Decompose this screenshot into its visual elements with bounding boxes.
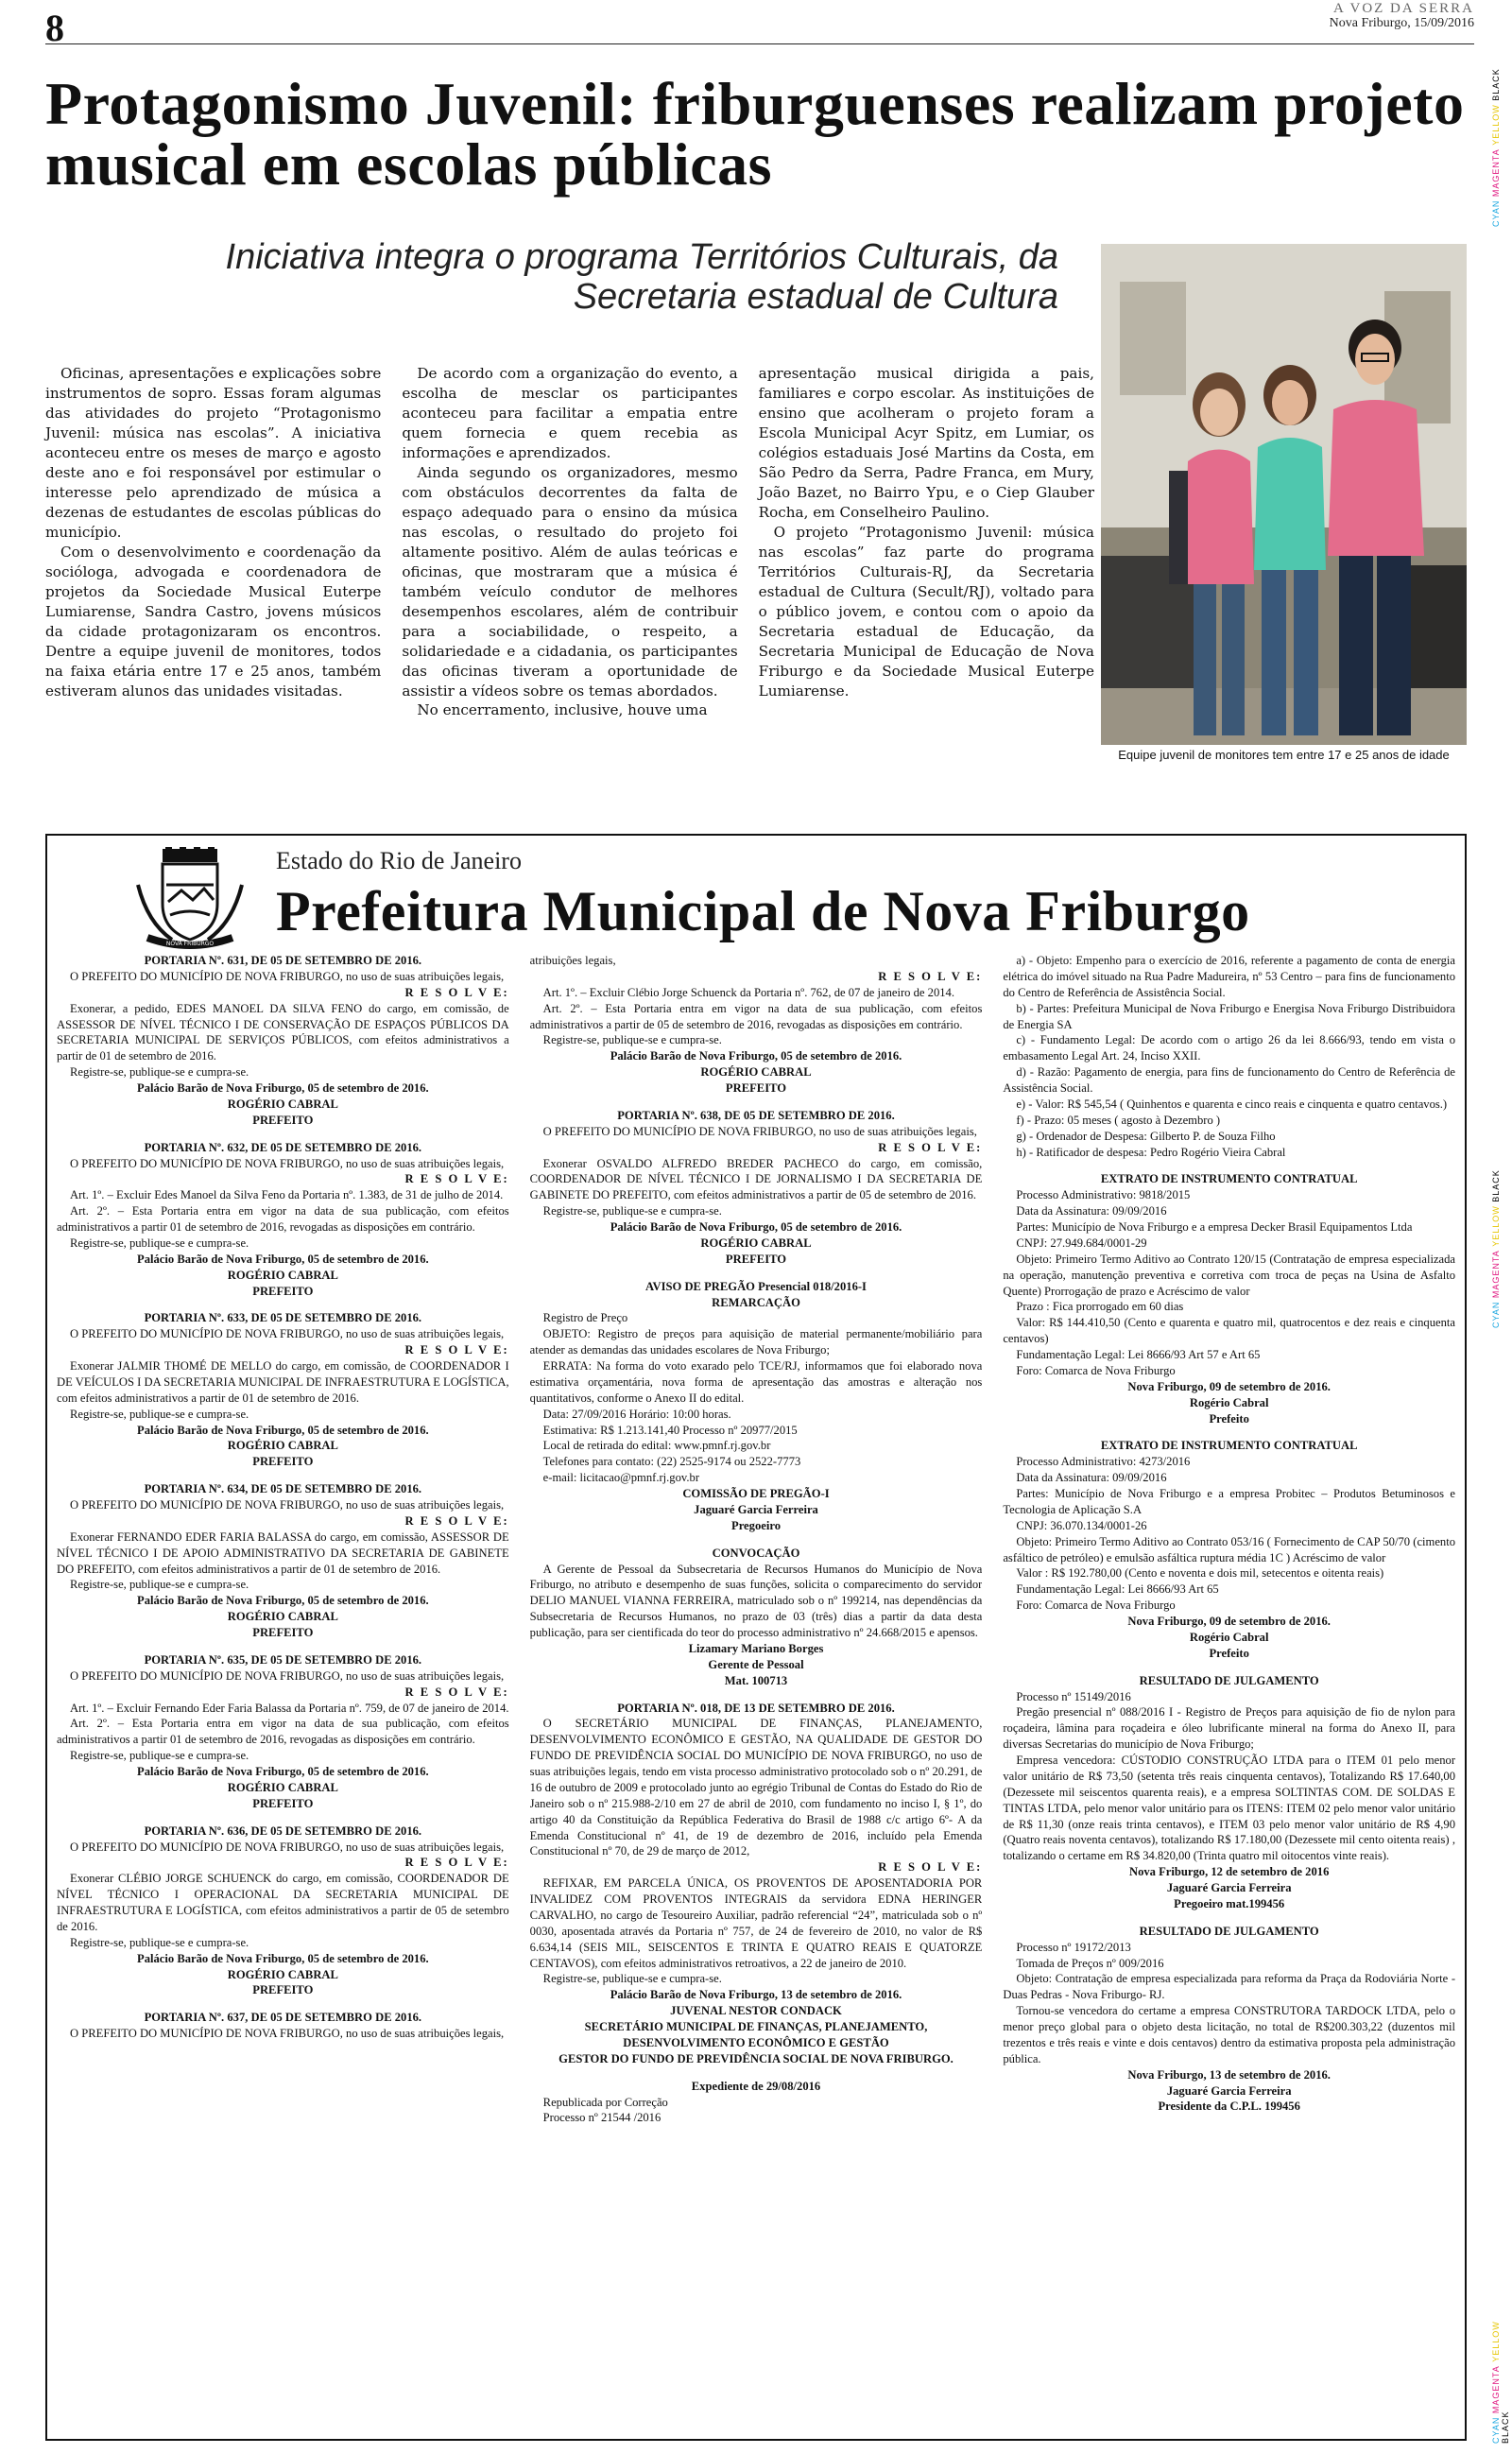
legal-notice bbox=[57, 1652, 509, 1812]
notice-text: Tornou-se vencedora do certame a empresa CONSTRUTORA TARDOCK LTDA, pelo o menor preço global para o objeto desta licitação, no total de R$200.303,22 (duzentos mil trezentos e três reais e vinte e dois centavos) dentro da estimativa proposta pela administração pública. bbox=[1003, 2004, 1456, 2065]
notice-text: Foro: Comarca de Nova Friburgo bbox=[1016, 1599, 1176, 1613]
legal-notice bbox=[1003, 953, 1455, 1160]
masthead bbox=[1330, 2, 1474, 30]
edition-date: Nova Friburgo, 15/09/2016 bbox=[1329, 15, 1474, 30]
notice-title: PORTARIA Nº. 637, DE 05 DE SETEMBRO DE 2016. bbox=[144, 2011, 422, 2025]
notice-text: O PREFEITO DO MUNICÍPIO DE NOVA FRIBURGO, no uso de suas atribuições legais, bbox=[542, 1124, 977, 1138]
legal-notice bbox=[530, 2079, 983, 2127]
notice-text: Processo nº 19172/2013 bbox=[1016, 1940, 1131, 1954]
notice-signature: Jaguaré Garcia Ferreira bbox=[1166, 2083, 1292, 2098]
notice-signature: Nova Friburgo, 13 de setembro de 2016. bbox=[1127, 2067, 1331, 2082]
notice-text: e-mail: licitacao@pmnf.rj.gov.br bbox=[542, 1471, 700, 1485]
legal-column bbox=[57, 953, 509, 2432]
notice-text: Partes: Município de Nova Friburgo e a empresa Decker Brasil Equipamentos Ltda bbox=[1016, 1220, 1413, 1234]
notice-signature: Presidente da C.P.L. 199456 bbox=[1158, 2100, 1300, 2114]
notice-text: ERRATA: Na forma do voto exarado pelo TCE/RJ, informamos que foi elaborado nova estimativa orçamentária, nova forma de apresentação das amostras e alteração nos quantitativos, conforme o Anexo II do edital. bbox=[529, 1359, 983, 1405]
notice-text: REFIXAR, EM PARCELA ÚNICA, OS PROVENTOS DE APOSENTADORIA POR INVALIDEZ COM PROVENTOS INTEGRAIS da servidora EDNA HERINGER CARVALHO, no cargo de Tesoureiro Auxiliar, padrão referencial “24”, matriculada sob o nº 0030, aposentada através da Portaria nº 757, de 24 de fevereiro de 2010, no valor de R$ 6.634,14 (SEIS MIL, SEISCENTOS E TRINTA E QUATRO REAIS E QUATORZE CENTAVOS), com efeitos administrativos retroativos, a 22 de janeiro de 2010. bbox=[529, 1876, 983, 1970]
legal-column bbox=[530, 953, 983, 2432]
notice-text: Processo Administrativo: 9818/2015 bbox=[1016, 1188, 1191, 1202]
notice-text: Exonerar OSVALDO ALFREDO BREDER PACHECO do cargo, em comissão, COORDENADOR DE NÍVEL TÉCNICO I DE JORNALISMO I DA SECRETARIA DE GABINETE DO PREFEITO, com efeitos administrativos a partir de 05 de setembro de 2016. bbox=[529, 1156, 983, 1202]
legal-notice bbox=[57, 2010, 509, 2042]
notice-text: b) - Partes: Prefeitura Municipal de Nova Friburgo e Energisa Nova Friburgo Distribuidora de Energia SA bbox=[1003, 1001, 1456, 1031]
notice-signature: PREFEITO bbox=[725, 1081, 787, 1095]
notice-text: O PREFEITO DO MUNICÍPIO DE NOVA FRIBURGO, no uso de suas atribuições legais, bbox=[70, 1668, 505, 1683]
notice-text: Registre-se, publique-se e cumpra-se. bbox=[70, 1236, 249, 1250]
notice-signature: Palácio Barão de Nova Friburgo, 05 de setembro de 2016. bbox=[610, 1220, 902, 1234]
legal-notice bbox=[57, 953, 509, 1129]
notice-signature: Prefeito bbox=[1209, 1411, 1249, 1426]
notice-text: Exonerar CLÉBIO JORGE SCHUENCK do cargo, em comissão, COORDENADOR DE NÍVEL TÉCNICO I OPERACIONAL DA SECRETARIA MUNICIPAL DE INFRAESTRUTURA E LOGÍSTICA, com efeitos administrativos a partir de 05 de setembro de 2016. bbox=[57, 1872, 509, 1933]
notice-text: Exonerar JALMIR THOMÉ DE MELLO do cargo, em comissão, de COORDENADOR I DE VEÍCULOS I DA SECRETARIA MUNICIPAL DE INFRAESTRUTURA E LOGÍSTICA, com efeitos administrativos a partir de 01 de setembro de 2016. bbox=[57, 1359, 509, 1405]
notice-signature: Nova Friburgo, 12 de setembro de 2016 bbox=[1128, 1865, 1330, 1879]
notice-title: REMARCAÇÃO bbox=[712, 1295, 800, 1309]
notice-text: Data da Assinatura: 09/09/2016 bbox=[1016, 1204, 1167, 1218]
notice-text: Registre-se, publique-se e cumpra-se. bbox=[70, 1578, 249, 1592]
notice-text: Art. 1º. – Excluir Clébio Jorge Schuenck da Portaria nº. 762, de 07 de janeiro de 2014. bbox=[542, 985, 954, 999]
notice-text: Art. 1º. – Excluir Edes Manoel da Silva Feno da Portaria nº. 1.383, de 31 de julho de 2014. bbox=[70, 1188, 504, 1202]
notice-signature: Palácio Barão de Nova Friburgo, 13 de setembro de 2016. bbox=[610, 1988, 902, 2002]
notice-signature: Palácio Barão de Nova Friburgo, 05 de setembro de 2016. bbox=[137, 1765, 429, 1778]
notice-text: Valor: R$ 144.410,50 (Cento e quarenta e quatro mil, quatrocentos e dez reais e cinquenta centavos) bbox=[1003, 1316, 1456, 1346]
notice-text: Objeto: Contratação de empresa especializada para reforma da Praça da Rodoviária Norte - Duas Pedras - Nova Friburgo- RJ. bbox=[1003, 1972, 1456, 2002]
notice-resolve: R E S O L V E: bbox=[878, 1140, 983, 1154]
notice-text: Processo nº 21544 /2016 bbox=[542, 2111, 662, 2125]
notice-text: Pregão presencial nº 088/2016 I - Registro de Preços para aquisição de fio de nylon para roçadeira, lâmina para roçadeira e óleo lubrificante mineral na forma do Anexo II, para diversas Secretarias do município de Nova Friburgo; bbox=[1003, 1705, 1456, 1752]
notice-text: Telefones para contato: (22) 2525-9174 ou 2522-7773 bbox=[542, 1455, 801, 1469]
notice-signature: Rogério Cabral bbox=[1189, 1395, 1269, 1409]
notice-signature: ROGÉRIO CABRAL bbox=[700, 1065, 812, 1080]
notice-resolve: R E S O L V E: bbox=[404, 1172, 509, 1186]
notice-title: RESULTADO DE JULGAMENTO bbox=[1139, 1924, 1319, 1938]
legal-notice bbox=[1003, 1924, 1455, 2116]
notice-text: f) - Prazo: 05 meses ( agosto à Dezembro ) bbox=[1016, 1113, 1221, 1127]
state-name: Estado do Rio de Janeiro bbox=[276, 847, 522, 874]
notice-text: Processo nº 15149/2016 bbox=[1016, 1689, 1131, 1703]
article-paragraph: Ainda segundo os organizadores, mesmo com obstáculos decorrentes da falta de espaço adequado para o ensino da música nas escolas, o resultado do projeto foi altamente positivo. Além de aulas teóricas e oficinas, que mostraram que a música é também veículo condutor de melhores desempenhos escolares, além de contribuir para a sociabilidade, o respeito, a solidariedade e a cidadania, os participantes das oficinas tiveram a oportunidade de assistir a vídeos sobre os temas abordados. bbox=[402, 463, 738, 700]
notice-text: d) - Razão: Pagamento de energia, para fins de funcionamento do Centro de Referência de Assistência Social. bbox=[1003, 1065, 1456, 1095]
page-number: 8 bbox=[45, 7, 64, 49]
notice-signature: Palácio Barão de Nova Friburgo, 05 de setembro de 2016. bbox=[137, 1951, 429, 1965]
notice-text: Registre-se, publique-se e cumpra-se. bbox=[70, 1749, 249, 1763]
notice-title: PORTARIA Nº. 632, DE 05 DE SETEMBRO DE 2016. bbox=[144, 1140, 422, 1154]
notice-text: Prazo : Fica prorrogado em 60 dias bbox=[1016, 1300, 1184, 1314]
notice-signature: SECRETÁRIO MUNICIPAL DE FINANÇAS, PLANEJAMENTO, DESENVOLVIMENTO ECONÔMICO E GESTÃO bbox=[584, 2020, 928, 2049]
notice-resolve: R E S O L V E: bbox=[404, 1513, 509, 1528]
notice-text: Registre-se, publique-se e cumpra-se. bbox=[70, 1407, 249, 1421]
article-paragraph: No encerramento, inclusive, houve uma bbox=[417, 701, 708, 719]
notice-signature: Palácio Barão de Nova Friburgo, 05 de setembro de 2016. bbox=[610, 1049, 902, 1063]
notice-text: Registre-se, publique-se e cumpra-se. bbox=[70, 1065, 249, 1080]
notice-resolve: R E S O L V E: bbox=[404, 985, 509, 999]
notice-text: c) - Fundamento Legal: De acordo com o artigo 26 da lei 8.666/93, tendo em vista o embasamento Legal Art. 24, Inciso XXII. bbox=[1003, 1033, 1456, 1063]
notice-signature: Nova Friburgo, 09 de setembro de 2016. bbox=[1127, 1379, 1331, 1393]
article-paragraph: apresentação musical dirigida a pais, familiares e corpo escolar. As instituições de ensino que acolheram o projeto foram a Escola Municipal Acyr Spitz, em Lumiar, os colégios estaduais José Martins da Costa, em São Pedro da Serra, Padre Franca, em Mury, João Bazet, no Bairro Ypu, e o Ciep Glauber Rocha, em Conselheiro Paulino. bbox=[758, 365, 1094, 521]
color-registration-bar: CYAN MAGENTA YELLOW BLACK bbox=[1491, 68, 1501, 227]
notice-signature: Rogério Cabral bbox=[1189, 1630, 1269, 1644]
notice-text: Art. 2º. – Esta Portaria entra em vigor na data de sua publicação, com efeitos administrativos a partir de 05 de setembro de 2016, revogadas as disposições em contrário. bbox=[529, 1001, 983, 1031]
notice-title: PORTARIA Nº. 638, DE 05 DE SETEMBRO DE 2016. bbox=[617, 1108, 895, 1122]
notice-text: Empresa vencedora: CÚSTODIO CONSTRUÇÃO LTDA para o ITEM 01 pelo menor valor unitário de R$ 73,50 (setenta três reais cinquenta centavos), Totalizando R$ 17.640,00 (Dezessete mil seiscentos quarenta reais), e a empresa SOLTINTAS COM. DE SOLDAS E TINTAS LTDA, pelo menor valor unitário para os ITENS: ITEM 02 pelo menor valor unitário de R$ 11,30 (onze reais trinta centavos), e ITEM 03 pelo menor valor unitário de R$ 4,90 (Quatro reais noventa centavos), totalizando R$ 17.180,00 (Dezessete mil cento oitenta reais) , totalizando o certame em R$ 34.820,00 (Trinta quatro mil oitocentos vinte reais). bbox=[1003, 1754, 1456, 1863]
notice-title: CONVOCAÇÃO bbox=[712, 1546, 800, 1560]
notice-text: Objeto: Primeiro Termo Aditivo ao Contrato 120/15 (Contratação de empresa especializada na operação, manutenção preventiva e corretiva com troca de peças na Usina de Asfalto Quente) Prorrogação de prazo e Acréscimo de valor bbox=[1003, 1252, 1456, 1298]
notice-resolve: R E S O L V E: bbox=[404, 1685, 509, 1699]
legal-notice bbox=[1003, 1171, 1455, 1426]
legal-notice bbox=[530, 953, 983, 1097]
legal-notice bbox=[530, 1279, 983, 1534]
notice-signature: PREFEITO bbox=[252, 1284, 314, 1298]
notice-resolve: R E S O L V E: bbox=[878, 1860, 983, 1875]
notice-signature: PREFEITO bbox=[252, 1796, 314, 1810]
notice-signature: PREFEITO bbox=[252, 1113, 314, 1127]
notice-title: RESULTADO DE JULGAMENTO bbox=[1139, 1673, 1319, 1687]
notice-title: EXTRATO DE INSTRUMENTO CONTRATUAL bbox=[1100, 1439, 1358, 1453]
notice-text: Valor : R$ 192.780,00 (Cento e noventa e dois mil, setecentos e oitenta reais) bbox=[1016, 1566, 1384, 1581]
notice-text: Local de retirada do edital: www.pmnf.rj.gov.br bbox=[542, 1439, 771, 1453]
notice-text: Tomada de Preços nº 009/2016 bbox=[1016, 1956, 1164, 1970]
color-registration-bar: CYAN MAGENTA YELLOW BLACK bbox=[1491, 2321, 1510, 2444]
prefeitura-title: Prefeitura Municipal de Nova Friburgo bbox=[276, 880, 1250, 942]
notice-signature: Palácio Barão de Nova Friburgo, 05 de setembro de 2016. bbox=[137, 1594, 429, 1608]
notice-text: A Gerente de Pessoal da Subsecretaria de Recursos Humanos do Município de Nova Friburgo, no atributo e desempenho de suas funções, solicita o comparecimento do servidor DELIO MANUEL VIANNA FERREIRA, matriculado sob o nº 199214, nas dependências da Subsecretaria de Recursos Humanos, no prazo de 03 (três) dias a partir da data desta publicação, para ser cientificada do teor do processo administrativo nº 24.668/2015 e apensos. bbox=[529, 1562, 983, 1639]
notice-signature: ROGÉRIO CABRAL bbox=[227, 1610, 338, 1624]
notice-text: Registre-se, publique-se e cumpra-se. bbox=[542, 1033, 722, 1047]
notice-text: h) - Ratificador de despesa: Pedro Rogério Vieira Cabral bbox=[1016, 1145, 1286, 1159]
notice-title: PORTARIA Nº. 631, DE 05 DE SETEMBRO DE 2016. bbox=[144, 954, 422, 967]
notice-signature: PREFEITO bbox=[252, 1983, 314, 1997]
notice-text: Registre-se, publique-se e cumpra-se. bbox=[70, 1935, 249, 1949]
notice-text: OBJETO: Registro de preços para aquisição de material permanente/mobiliário para atender as demandas das unidades escolares de Nova Friburgo; bbox=[529, 1327, 983, 1357]
legal-column bbox=[1003, 953, 1455, 2432]
legal-notice bbox=[57, 1310, 509, 1470]
header-rule bbox=[45, 43, 1474, 44]
notice-signature: Pregoeiro bbox=[731, 1518, 781, 1532]
notice-text: CNPJ: 36.070.134/0001-26 bbox=[1016, 1518, 1147, 1532]
notice-text: atribuições legais, bbox=[529, 954, 616, 967]
notice-text: g) - Ordenador de Despesa: Gilberto P. de Souza Filho bbox=[1016, 1129, 1276, 1143]
notice-text: O PREFEITO DO MUNICÍPIO DE NOVA FRIBURGO, no uso de suas atribuições legais, bbox=[70, 1327, 505, 1341]
notice-resolve: R E S O L V E: bbox=[878, 969, 983, 983]
article-column bbox=[45, 364, 381, 720]
notice-text: Data da Assinatura: 09/09/2016 bbox=[1016, 1471, 1167, 1485]
notice-signature: JUVENAL NESTOR CONDACK bbox=[670, 2004, 842, 2018]
notice-title: PORTARIA Nº. 636, DE 05 DE SETEMBRO DE 2016. bbox=[144, 1823, 422, 1838]
notice-signature: ROGÉRIO CABRAL bbox=[227, 1780, 338, 1794]
notice-signature: COMISSÃO DE PREGÃO-I bbox=[682, 1487, 830, 1500]
coat-of-arms-icon bbox=[134, 847, 246, 951]
notice-signature: ROGÉRIO CABRAL bbox=[700, 1236, 812, 1250]
notice-title: PORTARIA Nº. 633, DE 05 DE SETEMBRO DE 2016. bbox=[144, 1311, 422, 1325]
notice-title: PORTARIA Nº. 018, DE 13 DE SETEMBRO DE 2016. bbox=[617, 1701, 895, 1715]
notice-text: Partes: Município de Nova Friburgo e a empresa Probitec – Produtos Betuminosos e Tecnologia de Aplicação S.A bbox=[1003, 1487, 1456, 1516]
notice-signature: PREFEITO bbox=[252, 1455, 314, 1469]
notice-text: e) - Valor: R$ 545,54 ( Quinhentos e quarenta e cinco reais e cinquenta e quatro centavos.) bbox=[1016, 1097, 1448, 1111]
notice-text: Foro: Comarca de Nova Friburgo bbox=[1016, 1363, 1176, 1377]
legal-notice bbox=[57, 1481, 509, 1641]
notice-text: O PREFEITO DO MUNICÍPIO DE NOVA FRIBURGO, no uso de suas atribuições legais, bbox=[70, 1156, 505, 1170]
legal-notice bbox=[530, 1108, 983, 1268]
svg-text:NOVA FRIBURGO: NOVA FRIBURGO bbox=[165, 941, 215, 947]
notice-text: Fundamentação Legal: Lei 8666/93 Art 57 e Art 65 bbox=[1016, 1348, 1261, 1361]
notice-signature: Lizamary Mariano Borges bbox=[688, 1641, 824, 1655]
notice-signature: Mat. 100713 bbox=[724, 1673, 788, 1687]
notice-text: Republicada por Correção bbox=[542, 2095, 668, 2109]
legal-notice bbox=[1003, 1438, 1455, 1661]
notice-text: O PREFEITO DO MUNICÍPIO DE NOVA FRIBURGO, no uso de suas atribuições legais, bbox=[70, 2027, 505, 2041]
notice-signature: ROGÉRIO CABRAL bbox=[227, 1967, 338, 1981]
notice-text: a) - Objeto: Empenho para o exercício de 2016, referente a pagamento de conta de energia elétrica do imóvel situado na Rua Padre Madureira, nº 53 Centro – para fins de funcionamento do Centro de Referência de Assistência Social. bbox=[1003, 954, 1456, 999]
legal-notice bbox=[1003, 1673, 1455, 1912]
article-paragraph: Oficinas, apresentações e explicações sobre instrumentos de sopro. Essas foram algumas das atividades do projeto “Protagonismo Juvenil: música nas escolas”. A iniciativa aconteceu entre os meses de março e agosto deste ano e foi responsável por estimular o interesse pelo aprendizado de música a dezenas de estudantes de escolas públicas do município. bbox=[45, 365, 382, 541]
article-column bbox=[402, 364, 737, 720]
article-subhead: Iniciativa integra o programa Territórios Culturais, da Secretaria estadual de Cultura bbox=[225, 237, 1058, 317]
notice-signature: PREFEITO bbox=[725, 1252, 787, 1266]
notice-signature: Palácio Barão de Nova Friburgo, 05 de setembro de 2016. bbox=[137, 1081, 429, 1095]
newspaper-name: A VOZ DA SERRA bbox=[1333, 1, 1474, 16]
notice-signature: PREFEITO bbox=[252, 1626, 314, 1639]
notice-signature: ROGÉRIO CABRAL bbox=[227, 1439, 338, 1453]
notice-text: O PREFEITO DO MUNICÍPIO DE NOVA FRIBURGO, no uso de suas atribuições legais, bbox=[70, 1840, 505, 1854]
legal-columns bbox=[57, 953, 1455, 2432]
notice-text: Exonerar FERNANDO EDER FARIA BALASSA do cargo, em comissão, ASSESSOR DE NÍVEL TÉCNICO I DE APOIO ADMINISTRATIVO DA SECRETARIA DE GABINETE DO PREFEITO, com efeitos administrativos a partir de 01 de setembro de 2016. bbox=[57, 1529, 509, 1576]
notice-signature: Pregoeiro mat.199456 bbox=[1174, 1896, 1285, 1910]
notice-text: Registre-se, publique-se e cumpra-se. bbox=[542, 1972, 722, 1986]
notice-text: O SECRETÁRIO MUNICIPAL DE FINANÇAS, PLANEJAMENTO, DESENVOLVIMENTO ECONÔMICO E GESTÃO, NA QUALIDADE DE GESTOR DO FUNDO DE PREVIDÊNCIA SOCIAL DO MUNICÍPIO DE NOVA FRIBURGO, no uso de suas atribuições legais, tendo em vista processo administrativo protocolado sob o nº 20.291, de 16 de outubro de 2009 e protocolado junto ao egrégio Tribunal de Contas do Estado do Rio de Janeiro sob o nº 215.988-2/10 em 27 de abril de 2010, com fundamento no inciso I, § 1º, do artigo 40 da Constituição da República Federativa do Brasil de 1988 c/c artigo 6º- A da Emenda Constitucional nº 41, de 19 de dezembro de 2016, incluído pela Emenda Constitucional nº 70, de 29 de março de 2012, bbox=[529, 1717, 983, 1858]
notice-signature: Palácio Barão de Nova Friburgo, 05 de setembro de 2016. bbox=[137, 1423, 429, 1437]
monitors-photo bbox=[1101, 244, 1467, 745]
notice-text: Estimativa: R$ 1.213.141,40 Processo nº 20977/2015 bbox=[542, 1423, 798, 1437]
notice-text: Data: 27/09/2016 Horário: 10:00 horas. bbox=[542, 1407, 731, 1421]
notice-resolve: R E S O L V E: bbox=[404, 1343, 509, 1357]
notice-text: Art. 2º. – Esta Portaria entra em vigor na data de sua publicação, com efeitos administrativos a partir 01 de setembro de 2016, revogadas as disposições em contrário. bbox=[57, 1204, 509, 1234]
notice-text: Registre-se, publique-se e cumpra-se. bbox=[542, 1204, 722, 1218]
notice-text: Art. 1º. – Excluir Fernando Eder Faria Balassa da Portaria nº. 759, de 07 de janeiro de 2014. bbox=[70, 1701, 509, 1715]
article-headline: Protagonismo Juvenil: friburguenses realizam projeto musical em escolas públicas bbox=[45, 70, 1465, 198]
photo-caption: Equipe juvenil de monitores tem entre 17 e 25 anos de idade bbox=[1118, 748, 1450, 762]
legal-notice bbox=[57, 1140, 509, 1300]
color-registration-bar: CYAN MAGENTA YELLOW BLACK bbox=[1491, 1169, 1501, 1328]
notice-text: Processo Administrativo: 4273/2016 bbox=[1016, 1455, 1191, 1469]
notice-title: PORTARIA Nº. 635, DE 05 DE SETEMBRO DE 2016. bbox=[144, 1652, 422, 1667]
notice-signature: Nova Friburgo, 09 de setembro de 2016. bbox=[1127, 1615, 1331, 1628]
notice-text: Objeto: Primeiro Termo Aditivo ao Contrato 053/16 ( Fornecimento de CAP 50/70 (cimento asfáltico de petróleo) e emulsão asfáltica ruptura média 1C ) Acréscimo de valor bbox=[1003, 1534, 1456, 1564]
notice-signature: ROGÉRIO CABRAL bbox=[227, 1097, 338, 1111]
notice-text: Fundamentação Legal: Lei 8666/93 Art 65 bbox=[1016, 1582, 1219, 1597]
notice-signature: Gerente de Pessoal bbox=[708, 1657, 804, 1671]
notice-title: PORTARIA Nº. 634, DE 05 DE SETEMBRO DE 2016. bbox=[144, 1482, 422, 1496]
notice-signature: ROGÉRIO CABRAL bbox=[227, 1268, 338, 1282]
notice-text: Exonerar, a pedido, EDES MANOEL DA SILVA FENO do cargo, em comissão, de ASSESSOR DE NÍVEL TÉCNICO I DE CONSERVAÇÃO DE ESPAÇOS PÚBLICOS DA SECRETARIA MUNICIPAL DE SERVIÇOS PÚBLICOS, com efeitos administrativos a partir de 01 de setembro de 2016. bbox=[57, 1001, 509, 1063]
article-paragraph: O projeto “Protagonismo Juvenil: música nas escolas” faz parte do programa Territórios Culturais-RJ, da Secretaria estadual de Cultura (Secult/RJ), voltado para o público jovem, e contou com o apoio da Secretaria estadual de Educação, da Secretaria Municipal de Educação de Nova Friburgo e da Sociedade Musical Euterpe Lumiarense. bbox=[758, 523, 1094, 700]
notice-signature: Jaguaré Garcia Ferreira bbox=[694, 1502, 818, 1516]
notice-text: Registro de Preço bbox=[542, 1311, 628, 1325]
notice-text: Art. 2º. – Esta Portaria entra em vigor na data de sua publicação, com efeitos administrativos a partir 01 de setembro de 2016, revogadas as disposições em contrário. bbox=[57, 1717, 509, 1747]
notice-text: CNPJ: 27.949.684/0001-29 bbox=[1016, 1236, 1147, 1250]
article-body bbox=[45, 364, 1094, 720]
notice-text: O PREFEITO DO MUNICÍPIO DE NOVA FRIBURGO, no uso de suas atribuições legais, bbox=[70, 1498, 505, 1512]
article-column bbox=[759, 364, 1094, 720]
notice-title: AVISO DE PREGÃO Presencial 018/2016-I bbox=[645, 1279, 867, 1293]
legal-notice bbox=[530, 1546, 983, 1689]
article-paragraph: Com o desenvolvimento e coordenação da socióloga, advogada e coordenadora de projetos da Sociedade Musical Euterpe Lumiarense, Sandra Castro, jovens músicos da cidade protagonizaram os encontros. Dentre a equipe juvenil de monitores, todos na faixa etária entre 17 e 25 anos, também estiveram alunos das unidades visitadas. bbox=[45, 543, 382, 700]
article-photo bbox=[1101, 244, 1467, 762]
legal-notice bbox=[530, 1701, 983, 2067]
notice-signature: Palácio Barão de Nova Friburgo, 05 de setembro de 2016. bbox=[137, 1252, 429, 1266]
legal-notice bbox=[57, 1823, 509, 1999]
notice-signature: Jaguaré Garcia Ferreira bbox=[1166, 1881, 1292, 1894]
notice-signature: GESTOR DO FUNDO DE PREVIDÊNCIA SOCIAL DE NOVA FRIBURGO. bbox=[558, 2051, 954, 2065]
notice-text: O PREFEITO DO MUNICÍPIO DE NOVA FRIBURGO, no uso de suas atribuições legais, bbox=[70, 969, 505, 983]
notice-title: EXTRATO DE INSTRUMENTO CONTRATUAL bbox=[1100, 1172, 1358, 1186]
notice-signature: Prefeito bbox=[1209, 1646, 1249, 1660]
notice-title: Expediente de 29/08/2016 bbox=[691, 2079, 821, 2093]
article-paragraph: De acordo com a organização do evento, a escolha de mesclar os participantes aconteceu para facilitar a empatia entre quem fornecia e quem recebia as informações e aprendizados. bbox=[402, 365, 738, 461]
notice-resolve: R E S O L V E: bbox=[404, 1856, 509, 1870]
